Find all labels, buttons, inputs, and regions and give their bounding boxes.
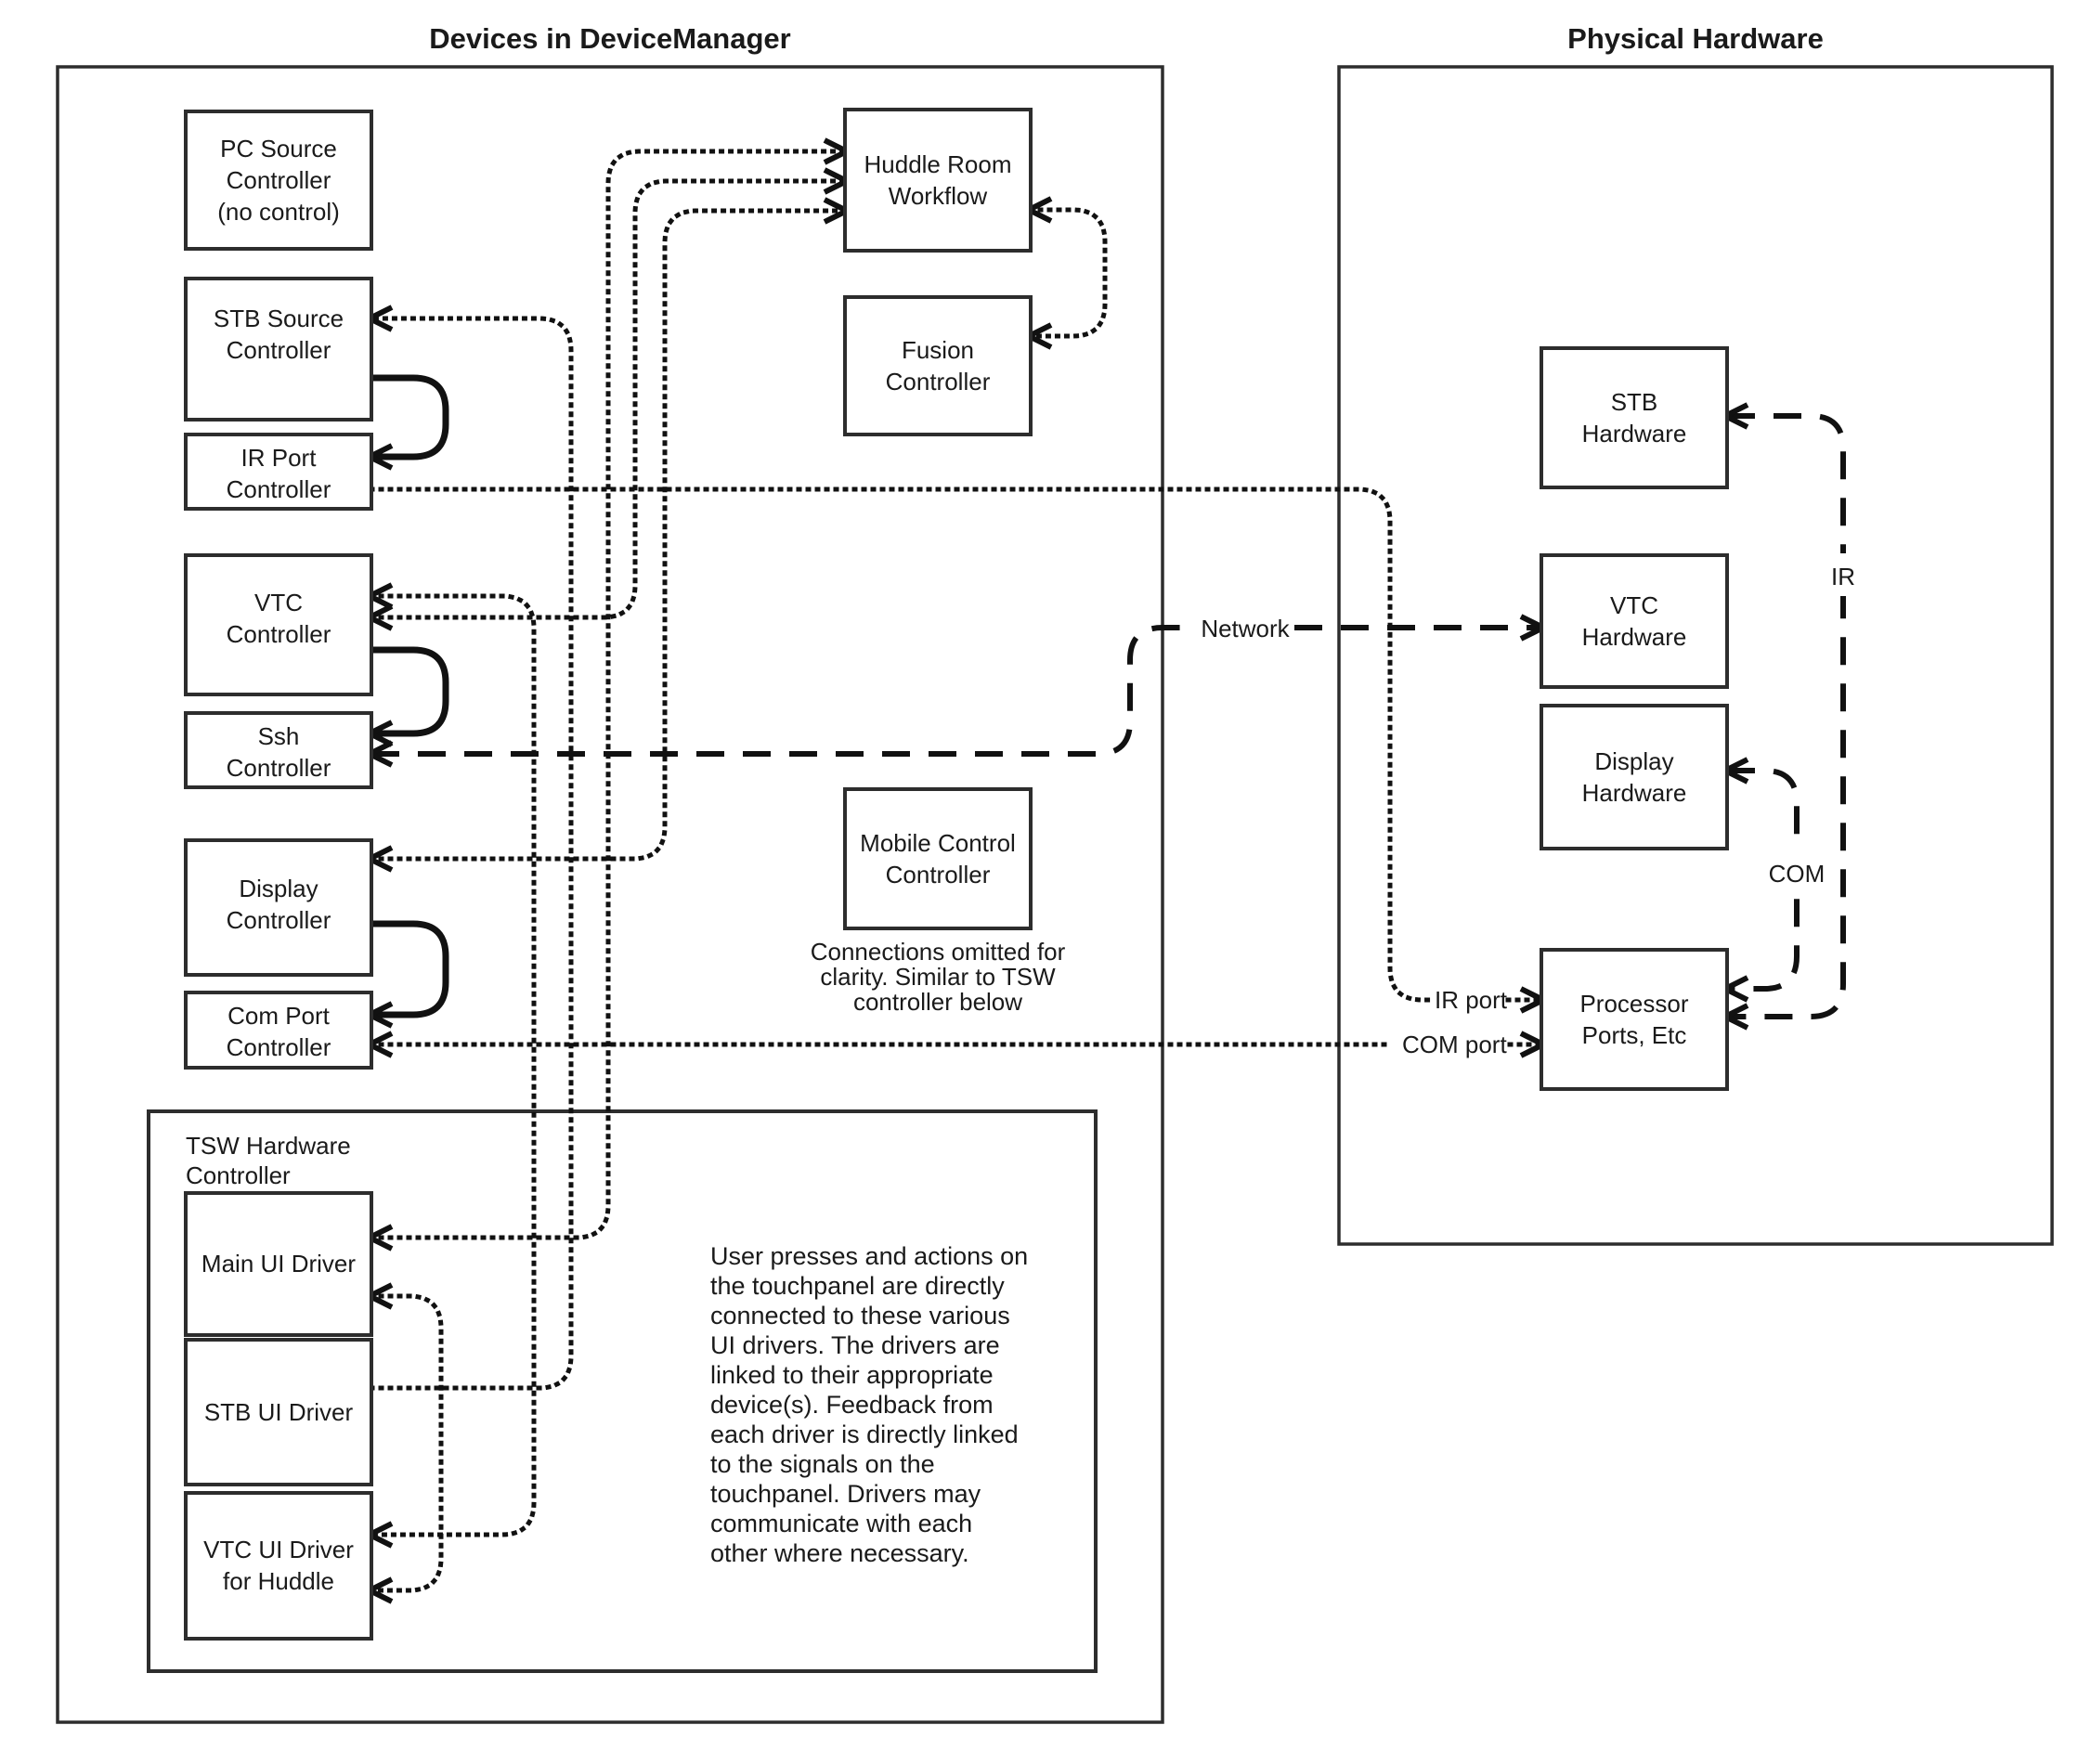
node-stb-hardware <box>1541 348 1727 487</box>
node-label: Controller <box>226 336 331 364</box>
node-label: STB Source <box>213 305 344 332</box>
edge-stb-ui-to-stb-source <box>371 318 571 1388</box>
node-label: Controller <box>226 1033 331 1061</box>
node-label: Hardware <box>1581 420 1687 447</box>
tsw-note-line: device(s). Feedback from <box>710 1391 994 1419</box>
tsw-note-line: to the signals on the <box>710 1450 935 1478</box>
node-label: VTC <box>254 589 303 616</box>
edge-stb-source-to-ir-port <box>371 378 446 457</box>
node-processor-ports <box>1541 950 1727 1089</box>
node-label: Hardware <box>1581 779 1687 807</box>
node-rect <box>186 1493 371 1639</box>
node-label: for Huddle <box>223 1567 334 1595</box>
node-vtc-hardware <box>1541 555 1727 687</box>
node-label: Controller <box>226 475 331 503</box>
ir-port-label: IR port <box>1435 986 1508 1014</box>
node-label: Controller <box>226 754 331 782</box>
com-port-label: COM port <box>1402 1031 1507 1058</box>
node-rect <box>1541 706 1727 849</box>
edge-stb-hw-to-processor-ir <box>1727 416 1843 1017</box>
node-label: Ssh <box>257 722 300 750</box>
node-label: PC Source <box>220 135 337 162</box>
device-manager-title: Devices in DeviceManager <box>429 22 791 55</box>
node-pc-source-controller <box>186 111 371 249</box>
tsw-note-line: other where necessary. <box>710 1539 969 1567</box>
tsw-note-line: communicate with each <box>710 1510 973 1537</box>
node-rect <box>845 297 1031 435</box>
edge-vtc-ui-to-vtc-controller <box>371 596 534 1535</box>
node-label: (no control) <box>217 198 340 226</box>
node-label: Controller <box>226 620 331 648</box>
tsw-note <box>710 1242 1028 1567</box>
ir-label: IR <box>1831 563 1855 590</box>
node-label: STB <box>1610 388 1658 416</box>
node-rect <box>845 110 1031 251</box>
node-label: Ports, Etc <box>1581 1021 1687 1049</box>
node-label: Processor <box>1579 990 1689 1018</box>
tsw-container-label: Controller <box>186 1161 291 1189</box>
network-label: Network <box>1201 615 1290 642</box>
node-label: Com Port <box>227 1002 330 1030</box>
node-label: Fusion <box>901 336 975 364</box>
node-label: IR Port <box>240 444 317 472</box>
node-ssh-controller <box>186 713 371 787</box>
node-fusion-controller <box>845 297 1031 435</box>
edge-network-ssh-side <box>371 628 1196 754</box>
node-label: Controller <box>226 906 331 934</box>
node-rect <box>1541 348 1727 487</box>
tsw-note-line: linked to their appropriate <box>710 1361 994 1389</box>
tsw-note-line: User presses and actions on <box>710 1242 1029 1270</box>
node-label: Display <box>1594 747 1674 775</box>
node-main-ui-driver <box>186 1193 371 1335</box>
node-label: Mobile Control <box>860 829 1016 857</box>
edge-display-controller-to-com-port <box>371 924 446 1015</box>
node-label: VTC <box>1610 591 1658 619</box>
edge-main-ui-to-vtc-ui <box>371 1296 441 1590</box>
tsw-container-label: TSW Hardware <box>186 1132 351 1160</box>
node-rect <box>1541 950 1727 1089</box>
node-label: Controller <box>885 861 991 888</box>
node-display-hardware <box>1541 706 1727 849</box>
node-label: Huddle Room <box>864 150 1012 178</box>
node-label: Display <box>239 875 318 902</box>
node-ir-port-controller <box>186 435 371 509</box>
com-label: COM <box>1768 860 1826 888</box>
node-label: Main UI Driver <box>201 1250 357 1278</box>
node-rect <box>1541 555 1727 687</box>
tsw-note-line: connected to these various <box>710 1302 1010 1329</box>
node-vtc-controller <box>186 555 371 694</box>
edge-vtc-controller-to-ssh <box>371 650 446 733</box>
tsw-note-line: each driver is directly linked <box>710 1420 1019 1448</box>
node-label: Workflow <box>888 182 988 210</box>
mobile-note: clarity. Similar to TSW <box>820 963 1056 991</box>
physical-hardware-title: Physical Hardware <box>1567 22 1824 55</box>
mobile-note: Connections omitted for <box>810 938 1066 966</box>
node-stb-ui-driver <box>186 1340 371 1485</box>
node-label: STB UI Driver <box>203 1398 354 1426</box>
node-display-controller <box>186 840 371 975</box>
mobile-note: controller below <box>852 988 1023 1016</box>
node-rect <box>845 789 1031 928</box>
node-label: Controller <box>885 368 991 396</box>
node-label: Hardware <box>1581 623 1687 651</box>
node-stb-source-controller <box>186 279 371 420</box>
node-vtc-ui-driver-for-huddle <box>186 1493 371 1639</box>
node-mobile-control-controller <box>845 789 1031 928</box>
node-label: VTC UI Driver <box>203 1536 354 1563</box>
node-com-port-controller <box>186 992 371 1068</box>
tsw-note-line: touchpanel. Drivers may <box>710 1480 981 1508</box>
node-label: Controller <box>226 166 331 194</box>
edge-huddle-to-fusion <box>1031 210 1105 336</box>
node-huddle-room-workflow <box>845 110 1031 251</box>
tsw-note-line: the touchpanel are directly <box>710 1272 1005 1300</box>
tsw-note-line: UI drivers. The drivers are <box>710 1331 1000 1359</box>
